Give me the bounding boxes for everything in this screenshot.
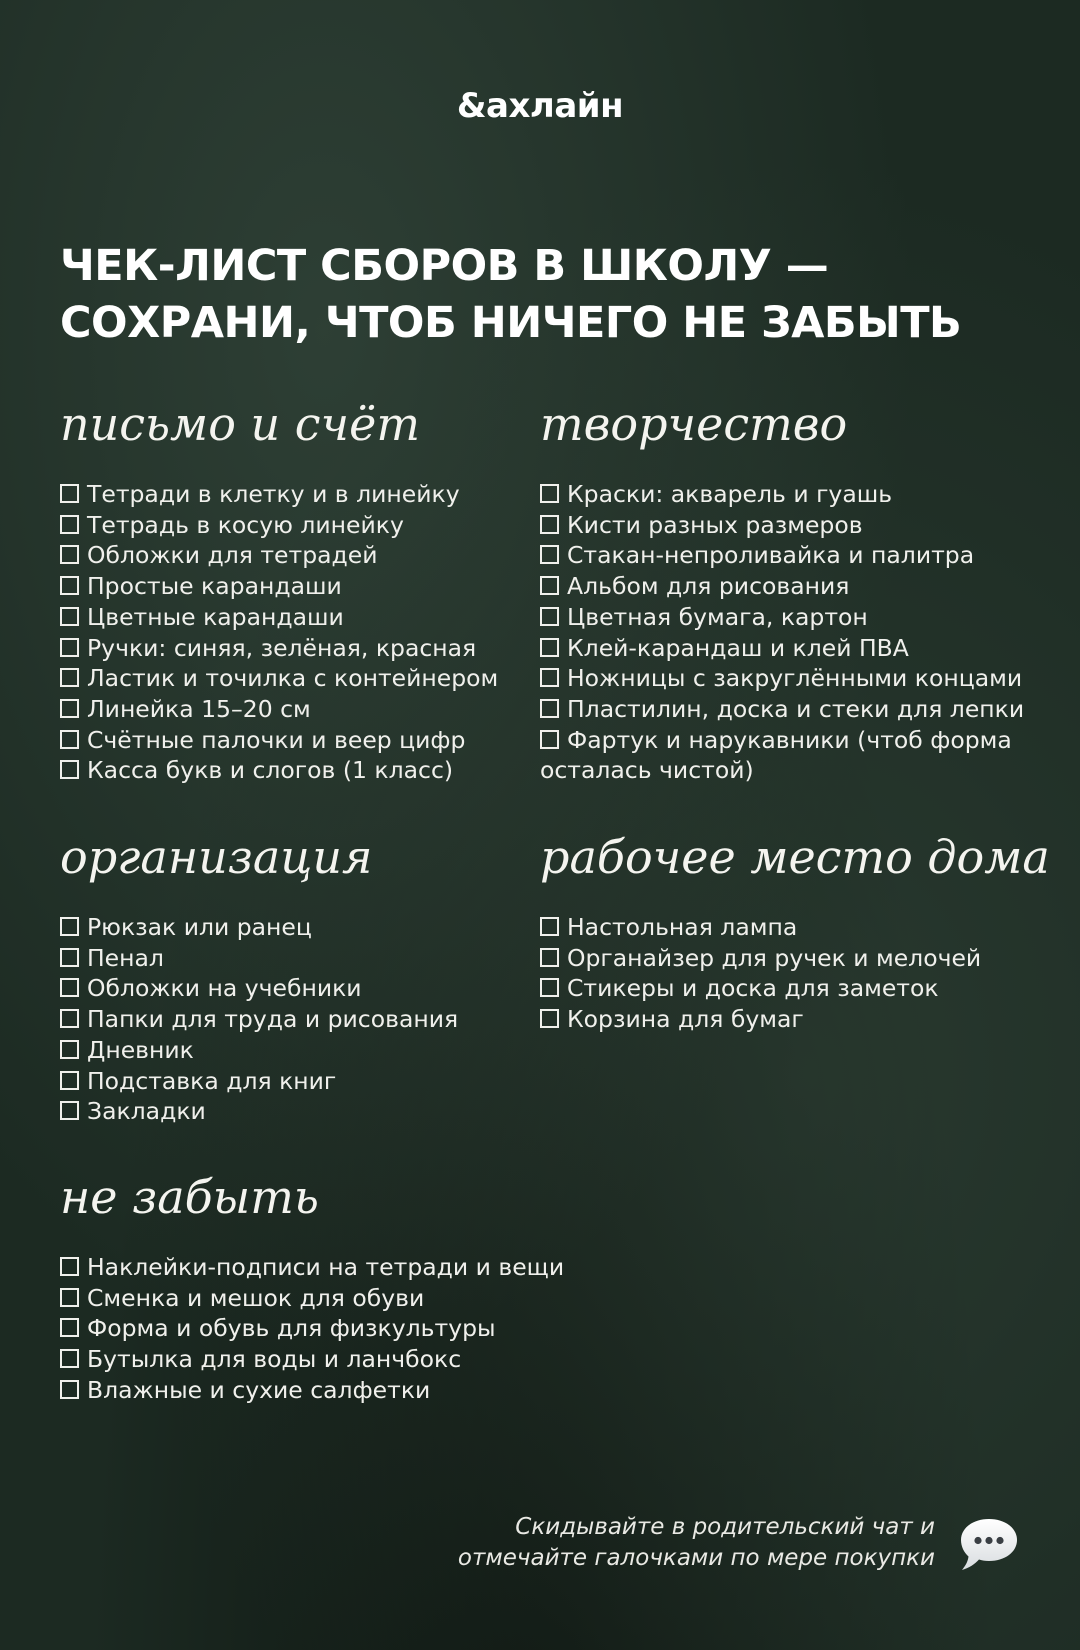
chat-bubble-icon [958, 1515, 1020, 1575]
checkbox-icon[interactable] [60, 1288, 79, 1307]
checklist-item[interactable] [540, 633, 1024, 664]
checklist-item-label: Кисти разных размеров [567, 510, 863, 539]
footer-line-2: отмечайте галочками по мере покупки [457, 1545, 935, 1571]
page-title-line-1: ЧЕК-ЛИСТ СБОРОВ В ШКОЛУ — [60, 241, 829, 291]
checklist-dont-forget [60, 1252, 564, 1406]
checklist-item-label: Цветная бумага, картон [567, 602, 868, 631]
checkbox-icon[interactable] [60, 607, 79, 626]
checklist-item-label: Сменка и мешок для обуви [87, 1283, 425, 1312]
checklist-item-label: Папки для труда и рисования [87, 1005, 459, 1034]
checklist-item-label: Тетради в клетку и в линейку [87, 480, 460, 508]
checklist-item[interactable] [60, 755, 498, 786]
checkbox-icon[interactable] [60, 1318, 79, 1337]
section-heading-workplace: рабочее место дома [540, 830, 1050, 884]
page-title [60, 238, 1020, 352]
checklist-item-label: Форма и обувь для физкультуры [87, 1314, 496, 1343]
checkbox-icon[interactable] [540, 948, 559, 967]
checkbox-icon[interactable] [540, 545, 559, 564]
checklist-item[interactable] [540, 571, 1024, 602]
checkbox-icon[interactable] [60, 978, 79, 997]
section-heading-creative: творчество [540, 397, 848, 451]
section-heading-writing: письмо и счёт [60, 397, 420, 451]
checkbox-icon[interactable] [60, 545, 79, 564]
checkbox-icon[interactable] [540, 730, 559, 749]
checklist-item-label: Корзина для бумаг [567, 1005, 804, 1034]
checkbox-icon[interactable] [60, 1380, 79, 1399]
checklist-item[interactable] [60, 479, 498, 510]
checklist-item-label: Краски: акварель и гуашь [567, 480, 893, 508]
checklist-item-label: Линейка 15–20 см [87, 694, 311, 723]
checklist-item[interactable] [60, 973, 458, 1004]
checkbox-icon[interactable] [60, 699, 79, 718]
checklist-item-label: Обложки на учебники [87, 974, 362, 1003]
checklist-item[interactable] [60, 1283, 564, 1314]
checkbox-icon[interactable] [540, 576, 559, 595]
checkbox-icon[interactable] [60, 1349, 79, 1368]
checklist-item-label: Пластилин, доска и стеки для лепки [567, 694, 1025, 723]
checklist-item[interactable] [540, 943, 1050, 974]
checklist-item-label: Обложки для тетрадей [87, 541, 378, 570]
checklist-item-label: Фартук и нарукавники (чтоб форма осталась чистой) [540, 725, 1012, 785]
checklist-item[interactable] [60, 633, 498, 664]
checkbox-icon[interactable] [540, 484, 559, 503]
checklist-item-label: Влажные и сухие салфетки [87, 1375, 431, 1404]
checkbox-icon[interactable] [540, 1009, 559, 1028]
checklist-item[interactable] [540, 725, 1020, 786]
checklist-item[interactable] [60, 725, 498, 756]
checklist-item-label: Настольная лампа [567, 913, 798, 941]
checkbox-icon[interactable] [540, 978, 559, 997]
checklist-item[interactable] [540, 479, 1024, 510]
checklist-item[interactable] [60, 1096, 458, 1127]
checklist-item-label: Касса букв и слогов (1 класс) [87, 756, 454, 785]
checklist-creative [540, 479, 1024, 786]
checklist-item[interactable] [540, 912, 1050, 943]
checkbox-icon[interactable] [60, 1071, 79, 1090]
checklist-item[interactable] [60, 540, 498, 571]
checklist-item[interactable] [540, 973, 1050, 1004]
checkbox-icon[interactable] [60, 638, 79, 657]
checklist-item[interactable] [60, 1252, 564, 1283]
checklist-item[interactable] [540, 663, 1024, 694]
checklist-item-label: Счётные палочки и веер цифр [87, 725, 466, 754]
checkbox-icon[interactable] [540, 607, 559, 626]
checklist-item[interactable] [60, 663, 498, 694]
footer-line-1: Скидывайте в родительский чат и [515, 1514, 935, 1540]
checkbox-icon[interactable] [60, 917, 79, 936]
checklist-item-label: Цветные карандаши [87, 602, 344, 631]
section-heading-organization: организация [60, 830, 373, 884]
checkbox-icon[interactable] [60, 1040, 79, 1059]
checklist-item-label: Органайзер для ручек и мелочей [567, 943, 982, 972]
checkbox-icon[interactable] [60, 576, 79, 595]
checklist-item[interactable] [540, 540, 1024, 571]
checklist-writing [60, 479, 498, 786]
section-heading-dont-forget: не забыть [60, 1170, 319, 1224]
checklist-item-label: Рюкзак или ранец [87, 913, 312, 941]
checklist-item[interactable] [60, 1375, 564, 1406]
checkbox-icon[interactable] [540, 515, 559, 534]
section-writing [60, 395, 498, 786]
checklist-item-label: Ластик и точилка с контейнером [87, 664, 499, 693]
checkbox-icon[interactable] [540, 638, 559, 657]
checklist-item-label: Бутылка для воды и ланчбокс [87, 1345, 462, 1374]
checklist-item[interactable] [60, 1004, 458, 1035]
checklist-item-label: Простые карандаши [87, 572, 342, 601]
checklist-item-label: Ножницы с закруглёнными концами [567, 664, 1023, 693]
checklist-item-label: Клей-карандаш и клей ПВА [567, 633, 909, 662]
checklist-item-label: Закладки [87, 1097, 206, 1126]
page-title-line-2: СОХРАНИ, ЧТОБ НИЧЕГО НЕ ЗАБЫТЬ [60, 298, 962, 348]
checkbox-icon[interactable] [60, 760, 79, 779]
section-organization [60, 828, 458, 1127]
section-dont-forget [60, 1168, 564, 1406]
checklist-item-label: Наклейки-подписи на тетради и вещи [87, 1253, 565, 1281]
checklist-workplace [540, 912, 1050, 1035]
checkbox-icon[interactable] [60, 1257, 79, 1276]
checklist-item[interactable] [60, 571, 498, 602]
checkbox-icon[interactable] [60, 484, 79, 503]
checklist-item[interactable] [540, 510, 1024, 541]
checkbox-icon[interactable] [60, 668, 79, 687]
checkbox-icon[interactable] [60, 1009, 79, 1028]
checklist-organization [60, 912, 458, 1127]
checklist-item-label: Дневник [87, 1035, 194, 1064]
checklist-item[interactable] [60, 912, 458, 943]
checklist-item-label: Альбом для рисования [567, 572, 850, 601]
checkbox-icon[interactable] [60, 730, 79, 749]
brand-logo: &ахлайн [456, 86, 624, 126]
checklist-item[interactable] [60, 1313, 564, 1344]
checkbox-icon[interactable] [60, 948, 79, 967]
checklist-item-label: Стакан-непроливайка и палитра [567, 541, 975, 570]
section-workplace [540, 828, 1050, 1035]
checklist-item[interactable] [540, 1004, 1050, 1035]
checklist-item-label: Подставка для книг [87, 1066, 337, 1095]
checklist-item[interactable] [60, 1344, 564, 1375]
checklist-item-label: Пенал [87, 943, 164, 972]
checklist-item[interactable] [60, 602, 498, 633]
checklist-item[interactable] [540, 602, 1024, 633]
checklist-item[interactable] [540, 694, 1024, 725]
checklist-item-label: Тетрадь в косую линейку [87, 510, 404, 539]
checklist-item[interactable] [60, 510, 498, 541]
checkbox-icon[interactable] [60, 515, 79, 534]
section-creative [540, 395, 1024, 786]
checklist-item-label: Ручки: синяя, зелёная, красная [87, 633, 477, 662]
checklist-item-label: Стикеры и доска для заметок [567, 974, 939, 1003]
footer-note [458, 1512, 935, 1574]
checkbox-icon[interactable] [540, 668, 559, 687]
checklist-item[interactable] [60, 943, 458, 974]
checkbox-icon[interactable] [60, 1101, 79, 1120]
checkbox-icon[interactable] [540, 699, 559, 718]
checklist-item[interactable] [60, 694, 498, 725]
checklist-item[interactable] [60, 1066, 458, 1097]
checklist-item[interactable] [60, 1035, 458, 1066]
checkbox-icon[interactable] [540, 917, 559, 936]
